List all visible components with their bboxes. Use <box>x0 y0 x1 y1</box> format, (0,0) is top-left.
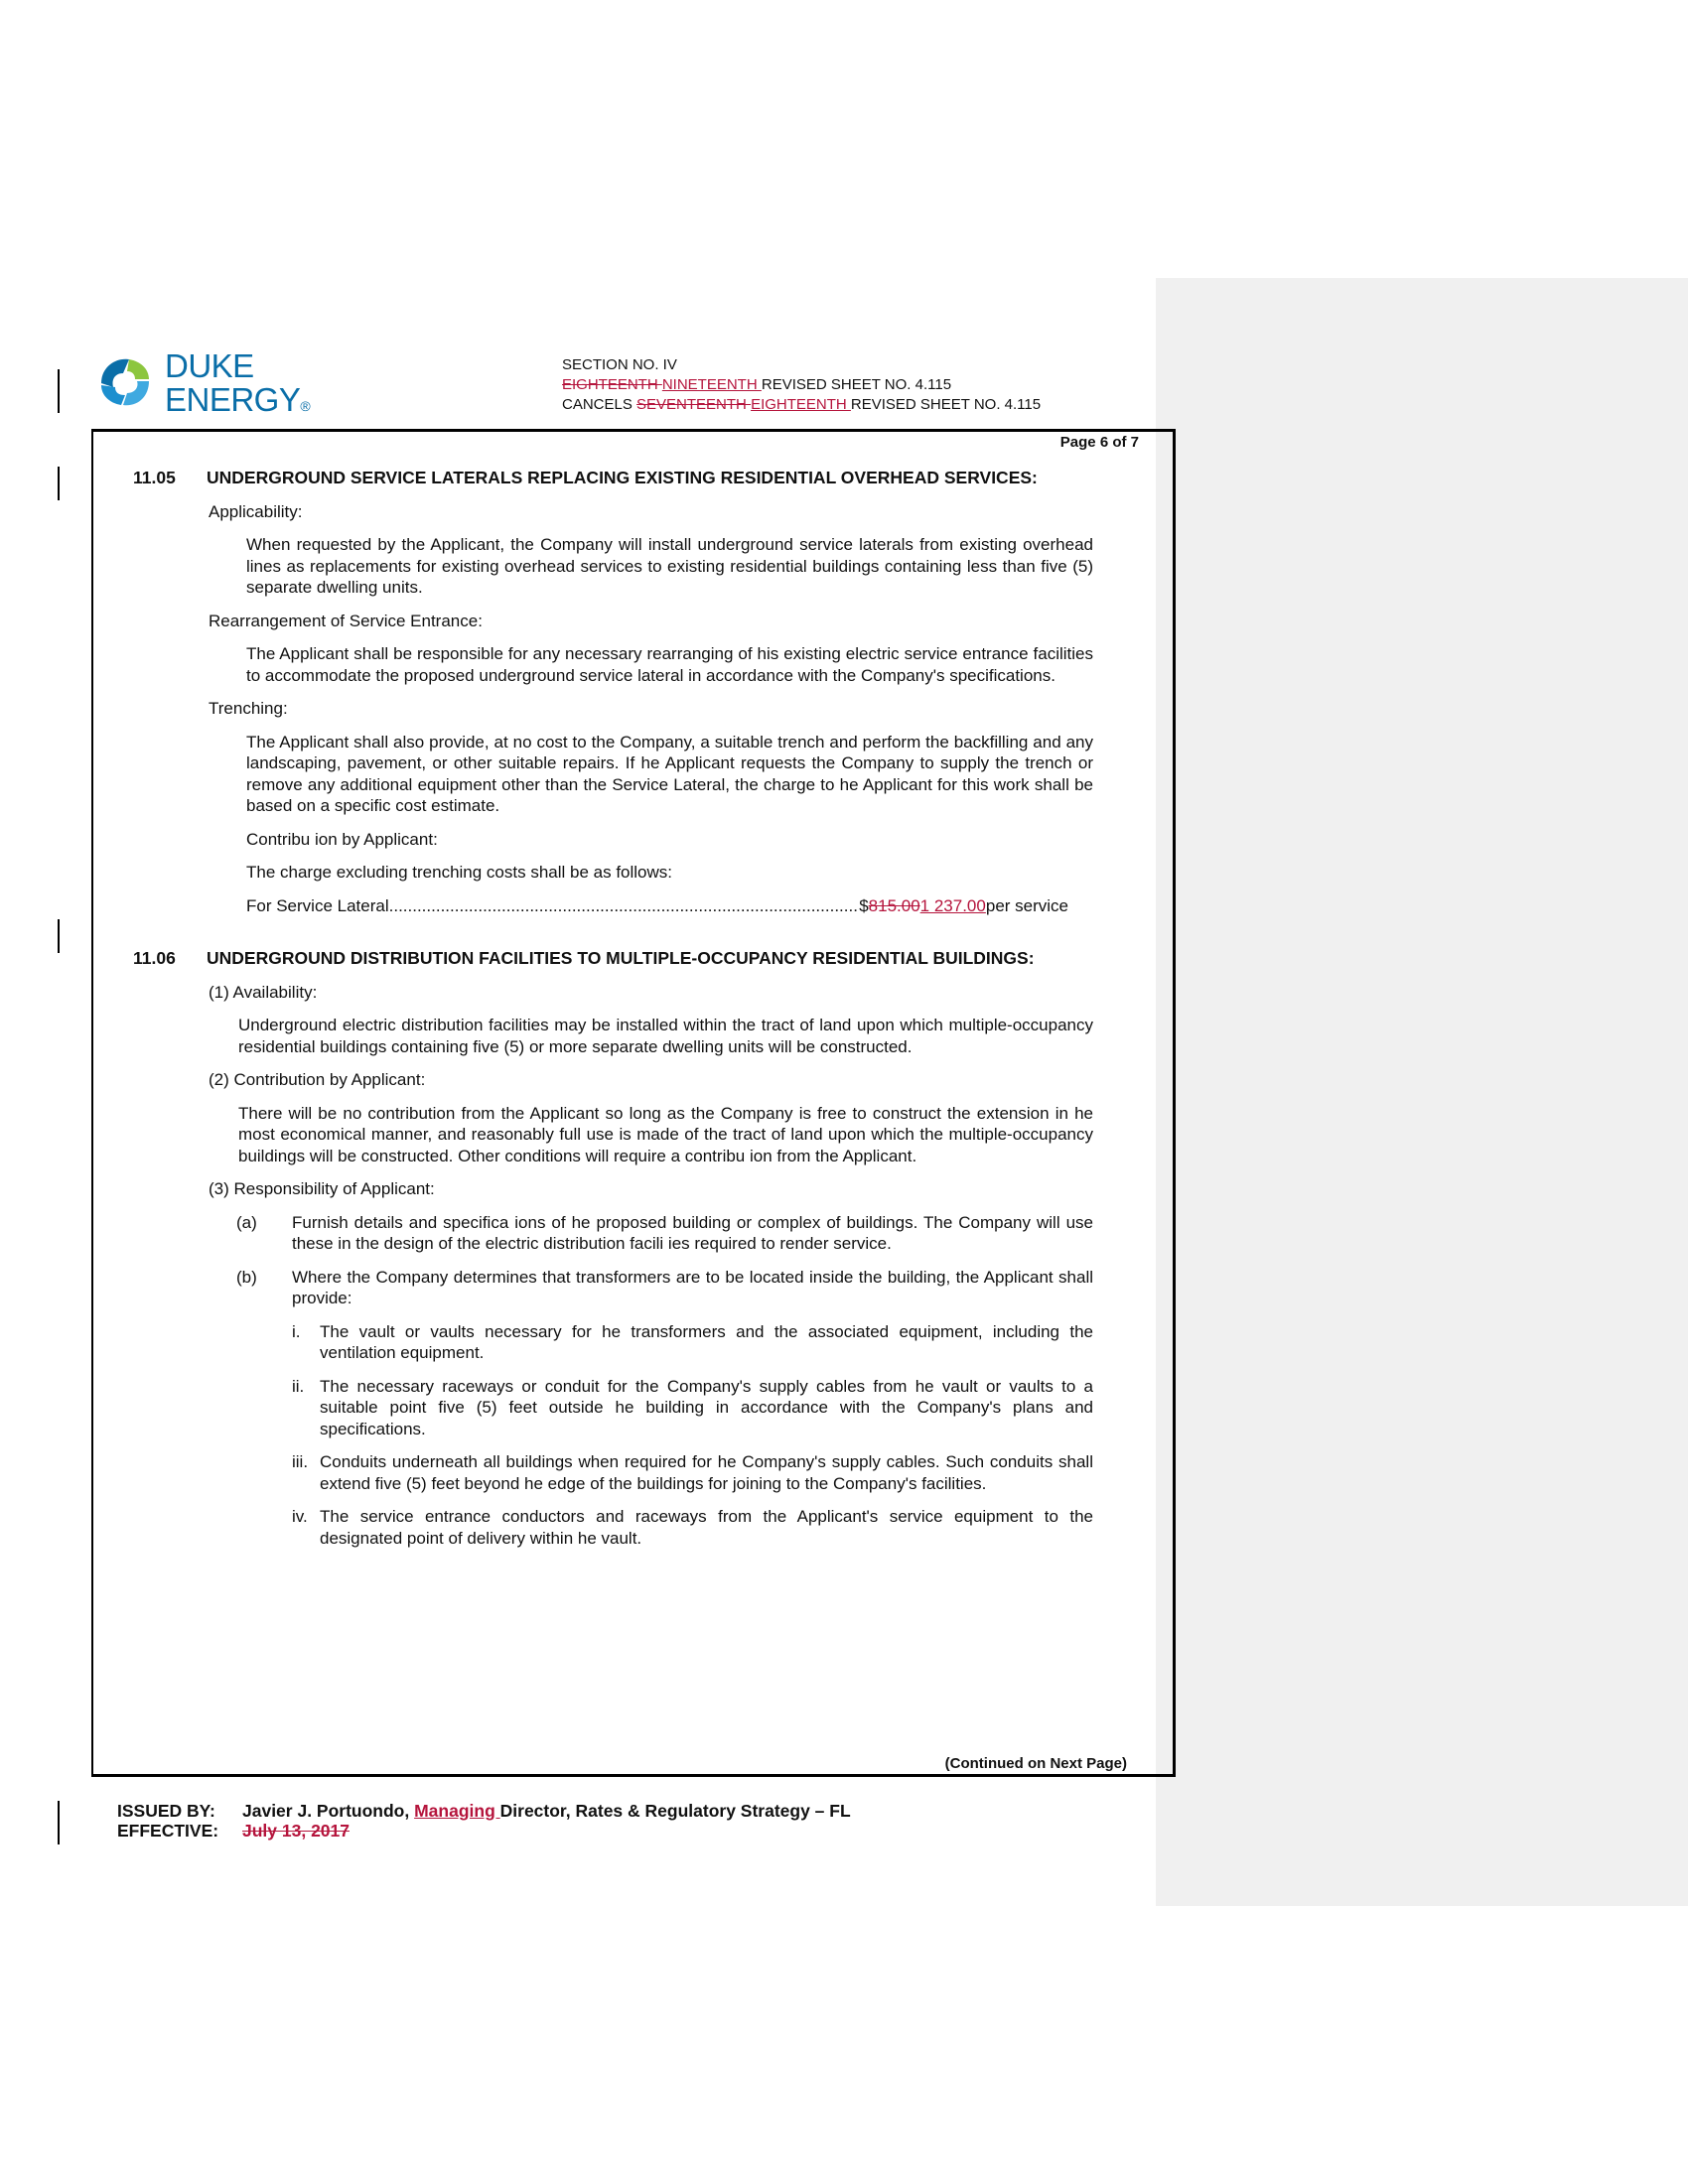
subheading: Applicability: <box>209 501 303 521</box>
paragraph: The Applicant shall also provide, at no cost to the Company, a suitable trench and perform the backfilling and any landscaping, pavement, or other suitable repairs. If he Applicant requests the Company to supply the trench or remove any additional equipment other than the Service Lateral, the charge to he Applicant for this work shall be based on a specific cost estimate. <box>246 732 1093 815</box>
page-content <box>133 468 1138 1561</box>
logo-wordmark: DUKE ENERGY® <box>165 347 311 418</box>
subheading: Rearrangement of Service Entrance: <box>209 611 483 630</box>
change-bar <box>58 467 60 500</box>
issued-footer <box>117 1801 851 1841</box>
section-11-05-heading: 11.05 UNDERGROUND SERVICE LATERALS REPLACING EXISTING RESIDENTIAL OVERHEAD SERVICES: <box>133 468 1038 487</box>
section-11-06-heading: 11.06 UNDERGROUND DISTRIBUTION FACILITIES TO MULTIPLE-OCCUPANCY RESIDENTIAL BUILDINGS: <box>133 948 1035 968</box>
cancels-sheet-line: CANCELS SEVENTEENTH EIGHTEENTH REVISED SHEET NO. 4.115 <box>562 396 1042 413</box>
paragraph: The charge excluding trenching costs shall be as follows: <box>246 863 673 882</box>
new-charge: 1 237.00 <box>919 895 986 915</box>
comment-pane <box>1156 278 1688 1906</box>
sheet-header <box>562 355 1041 415</box>
old-charge: 815.00 <box>868 895 920 915</box>
subheading: (2) Contribution by Applicant: <box>209 1070 426 1089</box>
subheading: Contribu ion by Applicant: <box>246 829 438 849</box>
paragraph: There will be no contribution from the Applicant so long as the Company is free to construct the extension in he most economical manner, and reasonably full use is made of the tract of land upon which the multiple-occupancy buildings will be constructed. Other conditions will require a contribu ion from the Applicant. <box>238 1103 1093 1165</box>
page-number: Page 6 of 7 <box>1059 434 1139 451</box>
change-bar <box>58 919 60 953</box>
duke-energy-logo-mark-icon <box>93 349 159 415</box>
subheading: (3) Responsibility of Applicant: <box>209 1179 435 1198</box>
revised-sheet-line: EIGHTEENTH NINETEENTH REVISED SHEET NO. 4.115 <box>562 376 952 393</box>
list-item: (b) Where the Company determines that transformers are to be located inside the building, the Applicant shall provide: <box>236 1267 1093 1307</box>
list-item: ii. The necessary raceways or conduit for the Company's supply cables from he vault or vaults to a suitable point five (5) feet outside he building in accordance with the Company's plans and specifications. <box>292 1376 1093 1438</box>
list-item: i. The vault or vaults necessary for he transformers and the associated equipment, including the ventilation equipment. <box>292 1321 1093 1362</box>
change-bar <box>58 1801 60 1844</box>
list-item: (a) Furnish details and specifica ions of he proposed building or complex of buildings. The Company will use these in the design of the electric distribution facili ies required to render service. <box>236 1212 1093 1253</box>
paragraph: The Applicant shall be responsible for any necessary rearranging of his existing electric service entrance facilities to accommodate the proposed underground service lateral in accordance with the Company's specifications. <box>246 644 1093 685</box>
duke-energy-logo <box>93 349 312 419</box>
list-item: iii. Conduits underneath all buildings when required for he Company's supply cables. Such conduits shall extend five (5) feet beyond he edge of the buildings for joining to the Company's facilities. <box>292 1452 1093 1493</box>
issued-by-line: ISSUED BY: Javier J. Portuondo, Managing Director, Rates & Regulatory Strategy – FL <box>117 1801 851 1821</box>
effective-line: EFFECTIVE: July 13, 2017 <box>117 1821 350 1841</box>
paragraph: When requested by the Applicant, the Company will install underground service laterals from existing overhead lines as replacements for existing overhead services to existing residential buildings containing less than five (5) separate dwelling units. <box>246 535 1093 597</box>
tariff-page-frame <box>91 429 1176 1777</box>
subheading: (1) Availability: <box>209 982 318 1002</box>
subheading: Trenching: <box>209 699 288 718</box>
change-bar <box>58 369 60 413</box>
continued-note: (Continued on Next Page) <box>944 1755 1127 1772</box>
service-lateral-charge: For Service Lateral ..... $ 815.00 1 237.00 per service <box>246 895 1068 917</box>
section-number: SECTION NO. IV <box>562 356 677 373</box>
list-item: iv. The service entrance conductors and raceways from the Applicant's service equipment to the designated point of delivery within he vault. <box>292 1507 1093 1548</box>
paragraph: Underground electric distribution facilities may be installed within the tract of land upon which multiple-occupancy residential buildings containing five (5) or more separate dwelling units will be constructed. <box>238 1016 1093 1056</box>
